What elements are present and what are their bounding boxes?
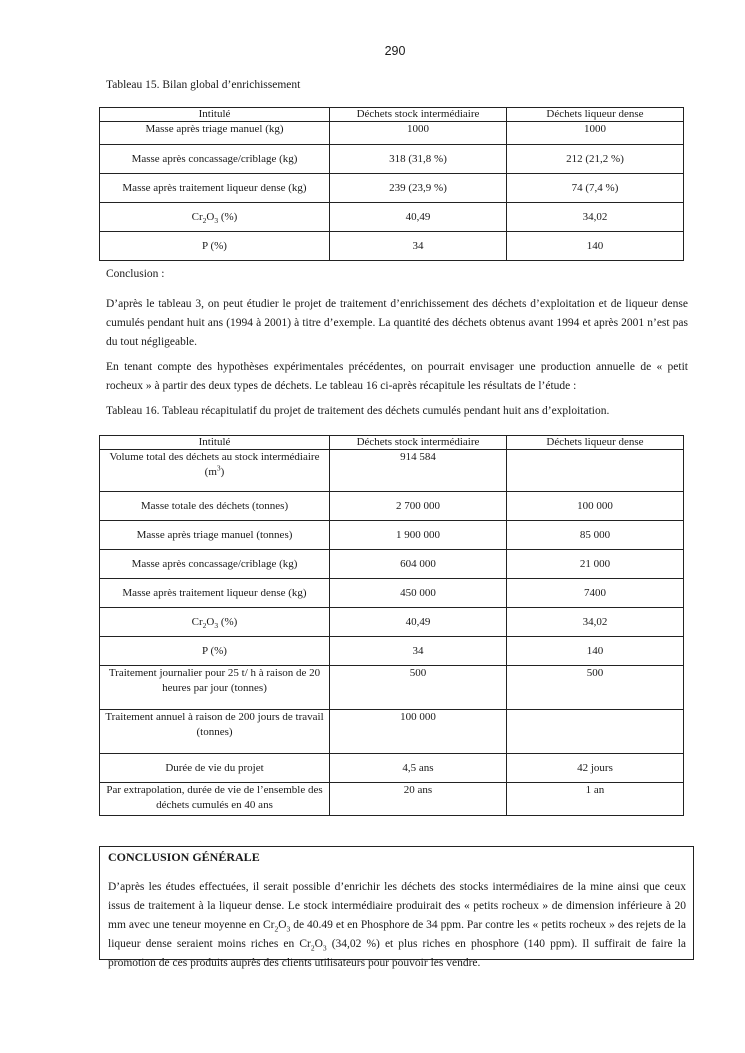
- row-liqueur-value: 21 000: [507, 550, 684, 579]
- row-stock-value: 20 ans: [330, 783, 507, 816]
- general-conclusion-text: [108, 878, 686, 973]
- table-row: [100, 637, 684, 666]
- table-row: [100, 550, 684, 579]
- superscript: 3: [216, 463, 221, 473]
- page-number: 290: [384, 44, 406, 58]
- table16-header-stock: Déchets stock intermédiaire: [330, 436, 507, 450]
- paragraph-2: En tenant compte des hypothèses expérimentales précédentes, on pourrait envisager une production annuelle de « petit rocheux » à partir des deux types de déchets. Le tableau 16 ci-après récapitule les résultats de l’étude :: [106, 361, 688, 392]
- row-label: P (%): [100, 637, 330, 666]
- row-stock-value: 318 (31,8 %): [330, 145, 507, 174]
- table16: [99, 435, 684, 816]
- row-stock-value: 914 584: [330, 450, 507, 492]
- row-stock-value: 40,49: [330, 608, 507, 637]
- row-label: Durée de vie du projet: [100, 754, 330, 783]
- o-text: O: [206, 615, 215, 628]
- row-liqueur-value: 42 jours: [507, 754, 684, 783]
- row-label: Masse après traitement liqueur dense (kg): [100, 579, 330, 608]
- row-label: Masse après traitement liqueur dense (kg): [100, 174, 330, 203]
- table-row: [100, 122, 684, 145]
- row-liqueur-value: 1 an: [507, 783, 684, 816]
- row-label: Masse après triage manuel (kg): [100, 122, 330, 145]
- row-liqueur-value: [507, 450, 684, 492]
- row-liqueur-value: 500: [507, 666, 684, 710]
- row-liqueur-value: 85 000: [507, 521, 684, 550]
- paragraph-1: D’après le tableau 3, on peut étudier le projet de traitement d’enrichissement des déchets d’exploitation et de liqueur dense cumulés pendant huit ans (1994 à 2001) à titre d’exemple. La quantité des déchets obtenus avant 1994 et après 2001 n’est pas du tout négligeable.: [106, 298, 688, 348]
- table16-caption: Tableau 16. Tableau récapitulatif du projet de traitement des déchets cumulés pendant huit ans d’exploitation.: [106, 405, 610, 417]
- row-stock-value: 1000: [330, 122, 507, 145]
- row-liqueur-value: 34,02: [507, 203, 684, 232]
- general-conclusion-title: CONCLUSION GÉNÉRALE: [108, 850, 260, 864]
- subscript: 2: [202, 620, 207, 630]
- row-stock-value: 40,49: [330, 203, 507, 232]
- row-liqueur-value: 74 (7,4 %): [507, 174, 684, 203]
- unit-text: (%): [218, 615, 238, 628]
- table15-caption: Tableau 15. Bilan global d’enrichissement: [106, 79, 301, 91]
- subscript: 3: [322, 943, 327, 953]
- table15-header-label: Intitulé: [100, 108, 330, 122]
- row-stock-value: 450 000: [330, 579, 507, 608]
- row-liqueur-value: 7400: [507, 579, 684, 608]
- subscript: 2: [274, 924, 279, 934]
- row-stock-value: 4,5 ans: [330, 754, 507, 783]
- row-liqueur-value: 140: [507, 637, 684, 666]
- table15-header-liqueur: Déchets liqueur dense: [507, 108, 684, 122]
- general-conclusion-box: [99, 846, 694, 969]
- table-row: [100, 666, 684, 710]
- row-label-volume: [100, 450, 330, 492]
- volume-label-text: Volume total des déchets au stock intermédiaire (m: [109, 451, 320, 478]
- volume-label-close: ): [220, 466, 225, 478]
- conclusion-text-part-2: de 40.49 et en Phosphore de 34 ppm. Par contre les « petits rocheux » des rejets de la liqueur dense seraient moins riches en Cr: [108, 919, 686, 950]
- cr-text: Cr: [191, 210, 203, 223]
- table16-header-row: [100, 436, 684, 450]
- table-row: [100, 608, 684, 637]
- row-stock-value: 500: [330, 666, 507, 710]
- row-stock-value: 100 000: [330, 710, 507, 754]
- row-label: P (%): [100, 232, 330, 261]
- table15-header-row: [100, 108, 684, 122]
- row-liqueur-value: 212 (21,2 %): [507, 145, 684, 174]
- o-text: O: [314, 938, 323, 950]
- subscript: 3: [214, 620, 219, 630]
- conclusion-heading: Conclusion :: [106, 268, 165, 280]
- row-label: Masse totale des déchets (tonnes): [100, 492, 330, 521]
- subscript: 2: [202, 215, 207, 225]
- row-label-cr2o3: [100, 608, 330, 637]
- table15-header-stock: Déchets stock intermédiaire: [330, 108, 507, 122]
- row-liqueur-value: 140: [507, 232, 684, 261]
- subscript: 3: [214, 215, 219, 225]
- row-label: Traitement journalier pour 25 t/ h à raison de 20 heures par jour (tonnes): [100, 666, 330, 710]
- conclusion-text-part-1: D’après les études effectuées, il serait possible d’enrichir les déchets des stocks intermédiaires de la mine ainsi que ceux issus de traitement à la liqueur dense. Le stock intermédiaire produirait des « petits rocheux » de dimension inférieure à 20 mm avec une teneur moyenne en Cr: [108, 881, 686, 931]
- table-row: [100, 754, 684, 783]
- cr-text: Cr: [191, 615, 203, 628]
- row-stock-value: 34: [330, 232, 507, 261]
- conclusion-text-part-3: (34,02 %) et plus riches en phosphore (140 ppm). Il suffirait de faire la promotion de ces produits auprès des clients utilisateurs pour pouvoir les vendre.: [108, 938, 686, 969]
- row-stock-value: 239 (23,9 %): [330, 174, 507, 203]
- unit-text: (%): [218, 210, 238, 223]
- subscript: 2: [310, 943, 315, 953]
- table-row: [100, 203, 684, 232]
- table-row: [100, 450, 684, 492]
- table-row: [100, 174, 684, 203]
- row-label-cr2o3: [100, 203, 330, 232]
- row-liqueur-value: [507, 710, 684, 754]
- o-text: O: [278, 919, 287, 931]
- row-label: Traitement annuel à raison de 200 jours de travail (tonnes): [100, 710, 330, 754]
- table16-header-liqueur: Déchets liqueur dense: [507, 436, 684, 450]
- subscript: 3: [286, 924, 291, 934]
- table-row: [100, 145, 684, 174]
- table-row: [100, 710, 684, 754]
- table15: [99, 107, 684, 261]
- table-row: [100, 521, 684, 550]
- row-label: Masse après triage manuel (tonnes): [100, 521, 330, 550]
- row-stock-value: 2 700 000: [330, 492, 507, 521]
- row-liqueur-value: 1000: [507, 122, 684, 145]
- row-liqueur-value: 34,02: [507, 608, 684, 637]
- row-label: Masse après concassage/criblage (kg): [100, 145, 330, 174]
- table-row: [100, 783, 684, 816]
- row-stock-value: 604 000: [330, 550, 507, 579]
- table16-header-label: Intitulé: [100, 436, 330, 450]
- row-stock-value: 34: [330, 637, 507, 666]
- o-text: O: [206, 210, 215, 223]
- row-label: Masse après concassage/criblage (kg): [100, 550, 330, 579]
- table-row: [100, 579, 684, 608]
- table-row: [100, 232, 684, 261]
- row-stock-value: 1 900 000: [330, 521, 507, 550]
- row-label: Par extrapolation, durée de vie de l’ensemble des déchets cumulés en 40 ans: [100, 783, 330, 816]
- table-row: [100, 492, 684, 521]
- row-liqueur-value: 100 000: [507, 492, 684, 521]
